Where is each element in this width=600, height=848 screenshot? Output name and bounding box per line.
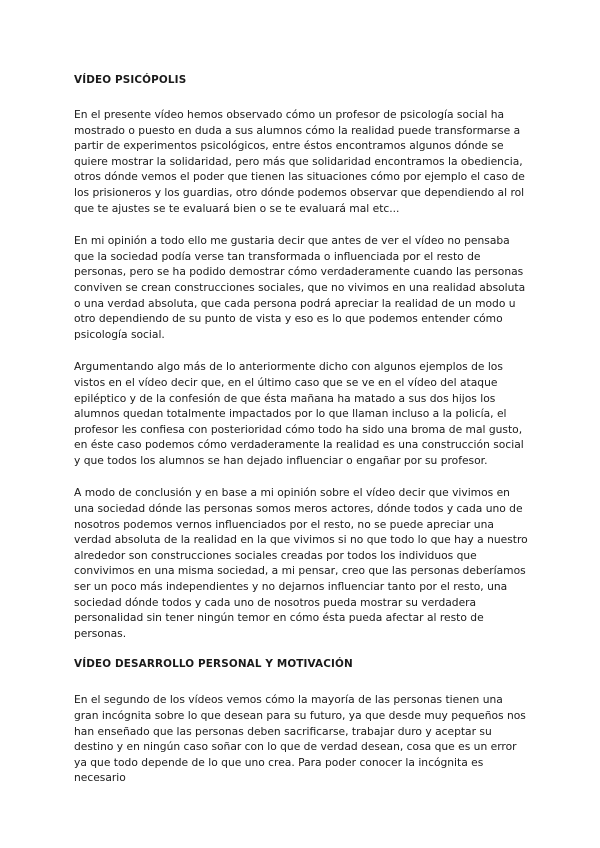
paragraph: A modo de conclusión y en base a mi opinión sobre el vídeo decir que vivimos en una sociedad dónde las personas somos meros actores, dónde todos y cada uno de nosotros podemos vernos influenciados por el resto, no se puede apreciar una verdad absoluta de la realidad en la que vivimos si no que todo lo que hay a nuestro alrededor son construcciones sociales creadas por todos los individuos que convivimos en una misma sociedad, a mi pensar, creo que las personas deberíamos ser un poco más independientes y no dejarnos influenciar tanto por el resto, una sociedad dónde todos y cada uno de nosotros pueda mostrar su verdadera personalidad sin tener ningún temor en cómo ésta pueda afectar al resto de personas. <box>74 486 528 640</box>
paragraph: Argumentando algo más de lo anteriormente dicho con algunos ejemplos de los vistos en el vídeo decir que, en el último caso que se ve en el vídeo del ataque epiléptico y de la confesión de que ésta mañana ha matado a sus dos hijos los alumnos quedan totalmente impactados por lo que llaman incluso a la policía, el profesor les confiesa con posterioridad cómo todo ha sido una broma de mal gusto, en éste caso podemos cómo verdaderamente la realidad es una construcción social y que todos los alumnos se han dejado influenciar o engañar por su profesor. <box>74 360 524 467</box>
section-heading-desarrollo-personal: VÍDEO DESARROLLO PERSONAL Y MOTIVACIÓN <box>74 658 353 671</box>
paragraph: En el presente vídeo hemos observado cómo un profesor de psicología social ha mostrado o puesto en duda a sus alumnos cómo la realidad puede transformarse a partir de experimentos psicológicos, entre éstos encontramos algunos dónde se quiere mostrar la solidaridad, pero más que solidaridad encontramos la obediencia, otros dónde vemos el poder que tienen las situaciones cómo por ejemplo el caso de los prisioneros y los guardias, otro dónde podemos observar que dependiendo al rol que te ajustes se te evaluará bien o se te evaluará mal etc... <box>74 108 525 215</box>
paragraph: En el segundo de los vídeos vemos cómo la mayoría de las personas tienen una gran incógnita sobre lo que desean para su futuro, ya que desde muy pequeños nos han enseñado que las personas deben sacrificarse, trabajar duro y aceptar su destino y en ningún caso soñar con lo que de verdad desean, cosa que es un error ya que todo depende de lo que uno crea. Para poder conocer la incógnita es necesario <box>74 693 526 785</box>
document-body <box>74 73 530 786</box>
paragraph: En mi opinión a todo ello me gustaria decir que antes de ver el vídeo no pensaba que la sociedad podía verse tan transformada o influenciada por el resto de personas, pero se ha podido demostrar cómo verdaderamente cuando las personas conviven se crean construcciones sociales, que no vivimos en una realidad absoluta o una verdad absoluta, que cada persona podrá apreciar la realidad de un modo u otro dependiendo de su punto de vista y eso es lo que podemos entender cómo psicología social. <box>74 234 526 341</box>
section-heading-psicopolis: VÍDEO PSICÓPOLIS <box>74 74 187 86</box>
